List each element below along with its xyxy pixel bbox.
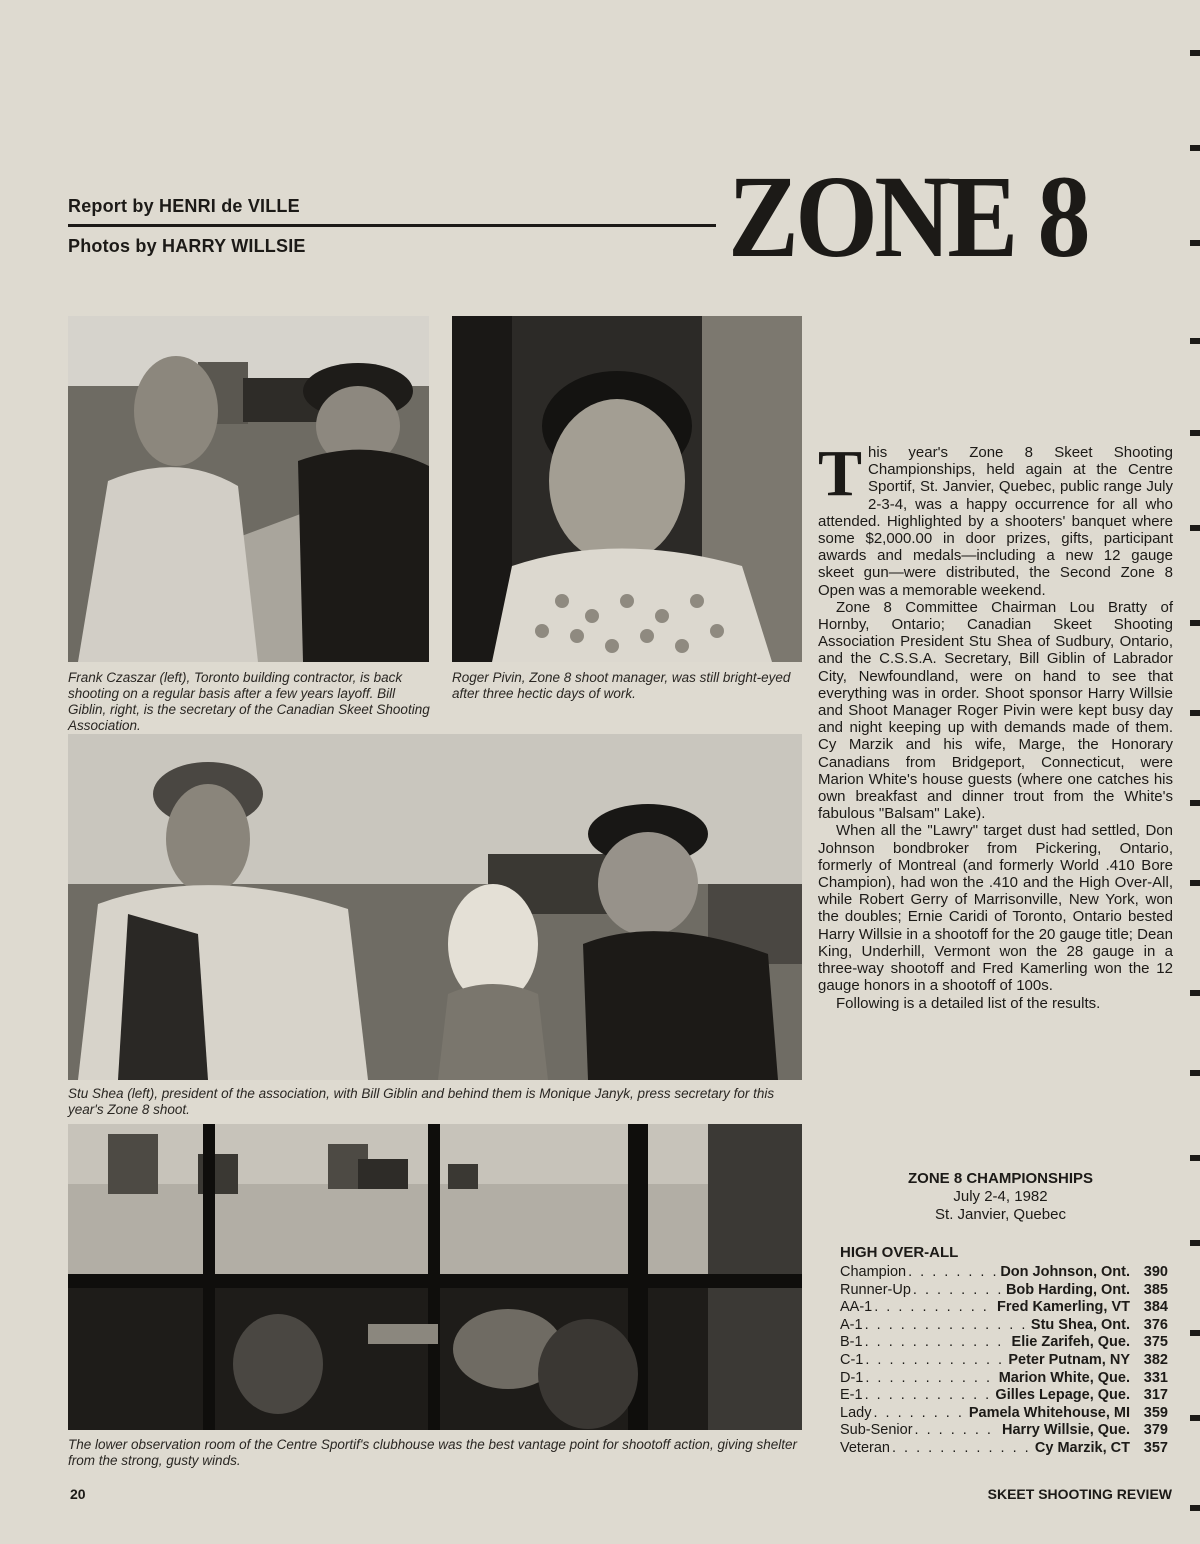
results-title: ZONE 8 CHAMPIONSHIPS xyxy=(907,1170,1094,1187)
class-label: A-1 xyxy=(840,1316,863,1333)
winner-name: Don Johnson, Ont. xyxy=(1000,1264,1130,1280)
winner-name: Gilles Lepage, Que. xyxy=(995,1387,1130,1404)
class-label: B-1 xyxy=(840,1334,863,1351)
results-list xyxy=(840,1264,1168,1458)
result-row xyxy=(840,1370,1168,1388)
photo-roger-pivin xyxy=(452,316,802,662)
score: 384 xyxy=(1143,1299,1168,1316)
photo-caption: Frank Czaszar (left), Toronto building contractor, is back shooting on a regular basis after a few years layoff. Bill Giblin, right, is the secretary of the Canadian Skeet Shooting Association. xyxy=(68,670,430,733)
results-header xyxy=(818,1170,1183,1224)
photo-observation-room xyxy=(68,1124,802,1430)
class-label: Sub-Senior xyxy=(840,1422,913,1439)
class-label: Runner-Up xyxy=(840,1281,911,1298)
class-label: D-1 xyxy=(840,1369,864,1386)
header-rule xyxy=(68,224,716,227)
report-byline: Report by HENRI de VILLE xyxy=(68,196,300,216)
score: 385 xyxy=(1143,1281,1168,1298)
class-label: C-1 xyxy=(840,1351,864,1368)
photo-frank-czaszar-bill-giblin xyxy=(68,316,429,662)
class-label: Champion xyxy=(840,1264,907,1280)
binding-marks xyxy=(1188,0,1200,1544)
winner-name: Fred Kamerling, VT xyxy=(997,1299,1130,1316)
class-label: Veteran xyxy=(840,1439,890,1456)
winner-name: Elie Zarifeh, Que. xyxy=(1011,1334,1130,1351)
winner-name: Cy Marzik, CT xyxy=(1034,1439,1130,1456)
photos-byline: Photos by HARRY WILLSIE xyxy=(68,236,306,256)
result-row xyxy=(840,1405,1168,1423)
score: 379 xyxy=(1143,1422,1168,1439)
photo-stu-shea-group xyxy=(68,734,802,1080)
score: 376 xyxy=(1143,1316,1168,1333)
class-label: E-1 xyxy=(840,1387,863,1404)
magazine-name: SKEET SHOOTING REVIEW xyxy=(987,1486,1172,1502)
winner-name: Harry Willsie, Que. xyxy=(1001,1422,1130,1439)
page-title: ZONE 8 xyxy=(728,151,1088,282)
results-section-title: HIGH OVER-ALL xyxy=(840,1244,959,1261)
score: 359 xyxy=(1143,1404,1168,1421)
photo-caption: The lower observation room of the Centre Sportif's clubhouse was the best vantage point for shootoff action, giving shelter from the strong, gusty winds. xyxy=(68,1437,797,1468)
article-paragraph: When all the "Lawry" target dust had settled, Don Johnson bondbroker from Pickering, Ontario, formerly of Montreal (and formerly World .410 Bore Champion), had won the .410 and the High Over-All, while Robert Gerry of Marrisonville, New York, won the doubles; Ernie Caridi of Toronto, Ontario bested Harry Willsie in a shootoff for the 20 gauge title; Dean King, Underhill, Vermont won the 28 gauge in a three-way shootoff and Fred Kamerling won the 12 gauge honors in a shootoff of 100s. xyxy=(818,822,1173,995)
result-row xyxy=(840,1422,1168,1440)
winner-name: Marion White, Que. xyxy=(998,1369,1130,1386)
results-dates: July 2-4, 1982 xyxy=(953,1188,1048,1205)
winner-name: Pamela Whitehouse, MI xyxy=(968,1404,1130,1421)
result-row xyxy=(840,1387,1168,1405)
score: 317 xyxy=(1143,1387,1168,1404)
result-row xyxy=(840,1334,1168,1352)
class-label: AA-1 xyxy=(840,1299,873,1316)
score: 382 xyxy=(1143,1351,1168,1368)
drop-cap: T xyxy=(818,437,863,510)
winner-name: Bob Harding, Ont. xyxy=(1005,1281,1130,1298)
class-label: Lady xyxy=(840,1404,872,1421)
article-paragraph: Following is a detailed list of the results. xyxy=(836,994,1101,1012)
winner-name: Stu Shea, Ont. xyxy=(1030,1316,1130,1333)
score: 331 xyxy=(1143,1369,1168,1386)
result-row xyxy=(840,1317,1168,1335)
article-paragraph: This year's Zone 8 Skeet Shooting Championships, held again at the Centre Sportif, St. Janvier, Quebec, public range July 2-3-4, was a happy occurrence for all who attended. Highlighted by a shooters' banquet where some $2,000.00 in door prizes, gifts, participant awards and medals—including a new 12 gauge skeet gun—were distributed, the Second Zone 8 Open was a memorable weekend. xyxy=(818,437,1173,599)
article-paragraph: Zone 8 Committee Chairman Lou Bratty of Hornby, Ontario; Canadian Skeet Shooting Association President Stu Shea of Sudbury, Ontario, and the C.S.S.A. Secretary, Bill Giblin of Labrador City, Newfoundland, were on hand to see that everything was in order. Shoot sponsor Harry Willsie and Shoot Manager Roger Pivin were kept busy day and night keeping up with demands made of them. Cy Marzik and his wife, Marge, the Honorary Canadians from Bridgeport, Connecticut, were Marion White's house guests (where one catches his own breakfast and dinner trout from the White's fabulous "Balsam" Lake). xyxy=(818,598,1173,823)
result-row xyxy=(840,1440,1168,1458)
photo-caption: Roger Pivin, Zone 8 shoot manager, was still bright-eyed after three hectic days of work. xyxy=(452,670,791,701)
results-location: St. Janvier, Quebec xyxy=(935,1206,1066,1223)
result-row xyxy=(840,1352,1168,1370)
result-row xyxy=(840,1282,1168,1300)
result-row xyxy=(840,1299,1168,1317)
score: 357 xyxy=(1143,1439,1168,1456)
photo-caption: Stu Shea (left), president of the association, with Bill Giblin and behind them is Monique Janyk, press secretary for this year's Zone 8 shoot. xyxy=(68,1086,775,1117)
score: 375 xyxy=(1143,1334,1168,1351)
article-body xyxy=(818,437,1173,1012)
page-number: 20 xyxy=(70,1486,86,1502)
winner-name: Peter Putnam, NY xyxy=(1008,1351,1130,1368)
score: 390 xyxy=(1143,1264,1168,1280)
result-row xyxy=(840,1264,1168,1282)
